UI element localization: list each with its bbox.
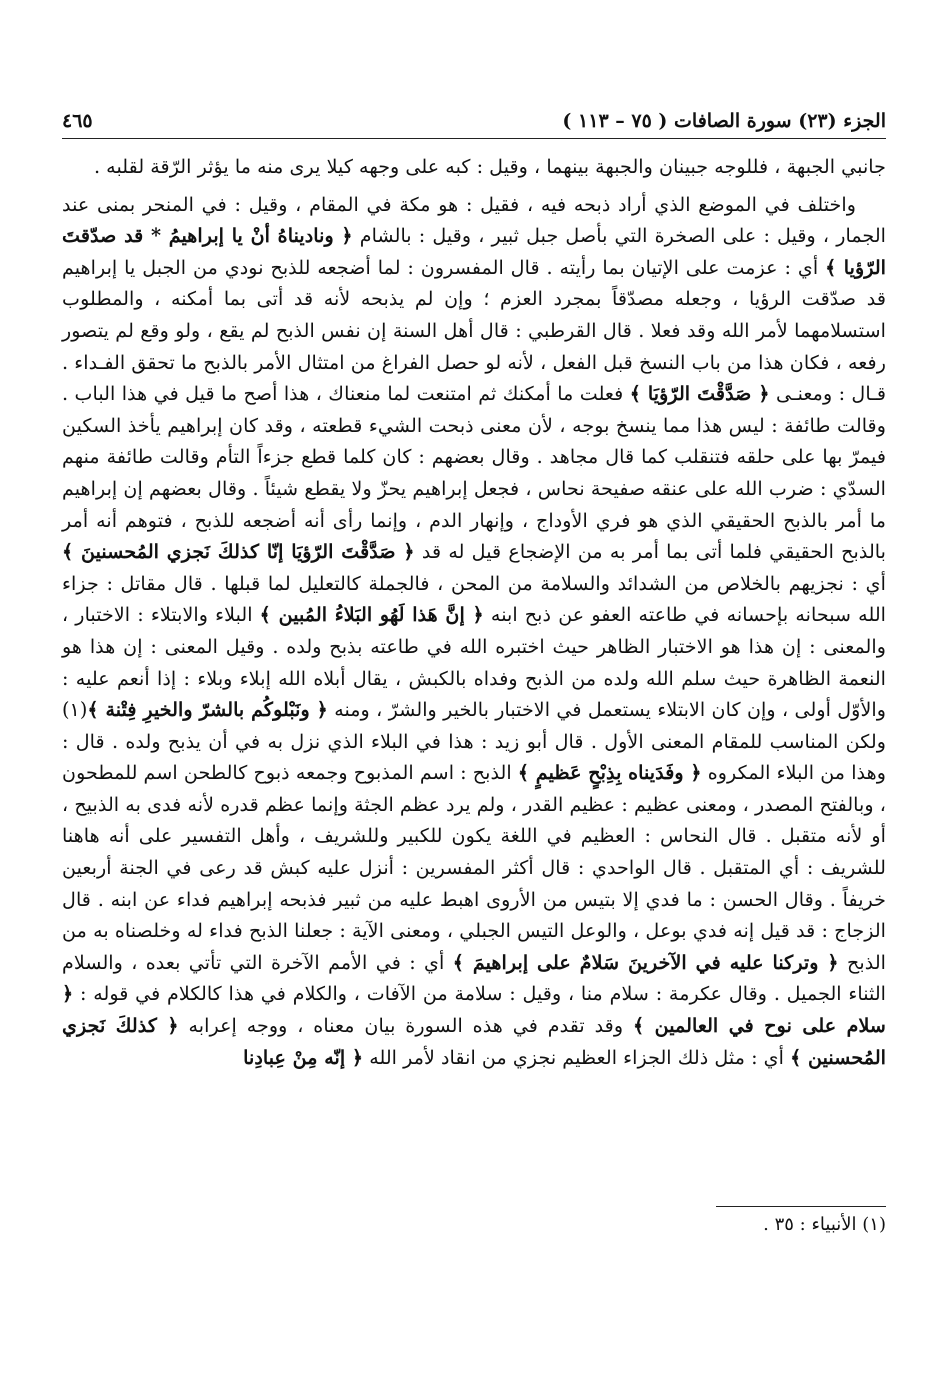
- quran-verse: ﴿ إنَّ هَذا لَهُو البَلاءُ المُبين ﴾: [259, 603, 484, 627]
- quran-verse: ﴿ صَدَّقْتَ الرّؤيَا ﴾: [629, 382, 770, 406]
- page: [62, 96, 886, 1346]
- body-text: [62, 151, 886, 1073]
- header-title: الجزء (٢٣) سورة الصافات ( ٧٥ – ١١٣ ): [562, 110, 886, 132]
- text-segment: فعلت ما أمكنك ثم امتنعت لما منعناك ، هذا أصح ما قيل في هذا الباب . وقالت طائفة : ليس هذا مما ينسخ بوجه ، لأن معنى ذبحت الشيء قطعته ، وقد كان إبراهيم يأخذ السكين فيمرّ بها على حلقه فتنقلب كما قال مجاهد . وقال بعضهم : كان كلما قطع جزءاً التأم وقالت طائفة منهم السدّي : ضرب الله على عنقه صفيحة نحاس ، فجعل إبراهيم يحزّ ولا يقطع شيئاً . وقال بعضهم إن إبراهيم ما أمر بالذبح الحقيقي الذي هو فري الأوداج ، وإنهار الدم ، وإنما رأى أنه أضجعه للذبح ، فتوهم أنه أمر بالذبح الحقيقي فلما أتى بما أمر به من الإضجاع قيل له قد: [62, 382, 886, 564]
- text-segment: أي : في الأمم الآخرة التي تأتي بعده ، والسلام الثناء الجميل . وقال عكرمة : سلام منا ، وقيل : سلامة من الآفات ، والكلام في هذا كالكلام في قوله :: [62, 950, 886, 1006]
- text-segment: أي : مثل ذلك الجزاء العظيم نجزي من انقاد لأمر الله: [363, 1045, 791, 1069]
- text-segment: البلاء والابتلاء : الاختبار ، والمعنى : إن هذا هو الاختبار الظاهر حيث اختبره الله في طاعته بذبح ولده . وقيل المعنى : إن هذا هو النعمة الظاهرة حيث سلم الله ولده من الذبح وفداه بالكبش ، يقال أبلاه الله إبلاء وبلاء : إذا أنعم عليه : والأوّل أولى ، وإن كان الابتلاء يستعمل في الاختبار بالخير والشرّ ، ومنه: [62, 603, 886, 722]
- footnote-divider: [716, 1206, 886, 1207]
- quran-verse: ﴿ صَدَّقْتَ الرّؤيَا إنّا كذلكَ نَجزي المُحسنينَ ﴾: [62, 540, 415, 564]
- text-segment: أي : عزمت على الإتيان بما رأيته . قال المفسرون : لما أضجعه للذبح نودي من الجبل يا إبراهيم قد صدّقت الرؤيا ، وجعله مصدّقاً بمجرد العزم ؛ وإن لم يذبحه لأنه قد أتى بما أمكنه ، والمطلوب استسلامهما لأمر الله وقد فعلا . قال القرطبي : قال أهل السنة إن نفس الذبح لم يقع ، ولو وقع لم يتصور رفعه ، فكان هذا من باب النسخ قبل الفعل ، لأنه لو حصل الفراغ من امتثال الأمر بالذبح ما تحقق الفـداء . قـال : ومعنـى: [62, 255, 886, 406]
- text-segment: (١) ولكن المناسب للمقام المعنى الأول . قال أبو زيد : هذا في البلاء الذي نزل به في أن يذبح ولده . قال : وهذا من البلاء المكروه: [62, 698, 887, 785]
- paragraph: [62, 189, 886, 1074]
- footnote: (١) الأنبياء : ٣٥ .: [763, 1214, 886, 1235]
- text-segment: واختلف في الموضع الذي أراد ذبحه فيه ، فقيل : هو مكة في المقام ، وقيل : في المنحر بمنى عند الجمار ، وقيل : على الصخرة التي بأصل جبل ثبير ، وقيل : بالشام: [62, 192, 886, 248]
- quran-verse: ﴿ وفَدَيناه بِذِبْحٍ عَظيمٍ ﴾: [517, 761, 702, 785]
- text-segment: جانبي الجبهة ، فللوجه جبينان والجبهة بينهما ، وقيل : كبه على وجهه كيلا يرى منه ما يؤثر الرّقة لقلبه .: [93, 155, 886, 178]
- quran-verse: ﴿ سلام على نوح في العالمين ﴾: [62, 982, 886, 1038]
- quran-verse: ﴿ وتركنا عليه في الآخرينَ سَلامٌ على إبراهيمَ ﴾: [452, 950, 839, 974]
- quran-verse: ﴿ وناديناهُ أنْ يا إبراهيمُ * قد صدّقتَ الرّؤيا ﴾: [62, 224, 886, 279]
- text-segment: وقد تقدم في هذه السورة بيان معناه ، ووجه إعرابه: [178, 1014, 633, 1038]
- page-number: ٤٦٥: [62, 110, 93, 132]
- running-header: [62, 96, 886, 139]
- quran-verse: ﴿ ونَبْلوكُم بالشرّ والخيرِ فِتْنة ﴾: [87, 698, 328, 722]
- paragraph: [62, 151, 886, 183]
- quran-verse: ﴿ إنّه مِنْ عِبادِنا: [243, 1045, 364, 1069]
- quran-verse: ﴿ كذلكَ نَجزي المُحسنين ﴾: [62, 1014, 886, 1069]
- text-segment: أي : نجزيهم بالخلاص من الشدائد والسلامة من المحن ، فالجملة كالتعليل لما قبلها . قال مقاتل : جزاء الله سبحانه بإحسانه في طاعته العفو عن ذبح ابنه: [62, 571, 887, 627]
- text-segment: الذبح : اسم المذبوح وجمعه ذبوح كالطحن اسم للمطحون ، وبالفتح المصدر ، ومعنى عظيم : عظيم القدر ، ولم يرد عظم الجثة وإنما عظم قدره لأنه فدى به الذبيح ، أو لأنه متقبل . قال النحاس : العظيم في اللغة يكون للكبير وللشريف ، وأهل التفسير على أنه هاهنا للشريف : أي المتقبل . قال الواحدي : قال أكثر المفسرين : أنزل عليه كبش قد رعى في الجنة أربعين خريفاً . وقال الحسن : ما فدي إلا بتيس من الأروى اهبط عليه من ثبير فذبحه إبراهيم فداء عن ابنه . قال الزجاج : قد قيل إنه فدي بوعل ، والوعل التيس الجبلي ، ومعنى الآية : جعلنا الذبح فداء له وخلصناه به من الذبح: [62, 761, 886, 974]
